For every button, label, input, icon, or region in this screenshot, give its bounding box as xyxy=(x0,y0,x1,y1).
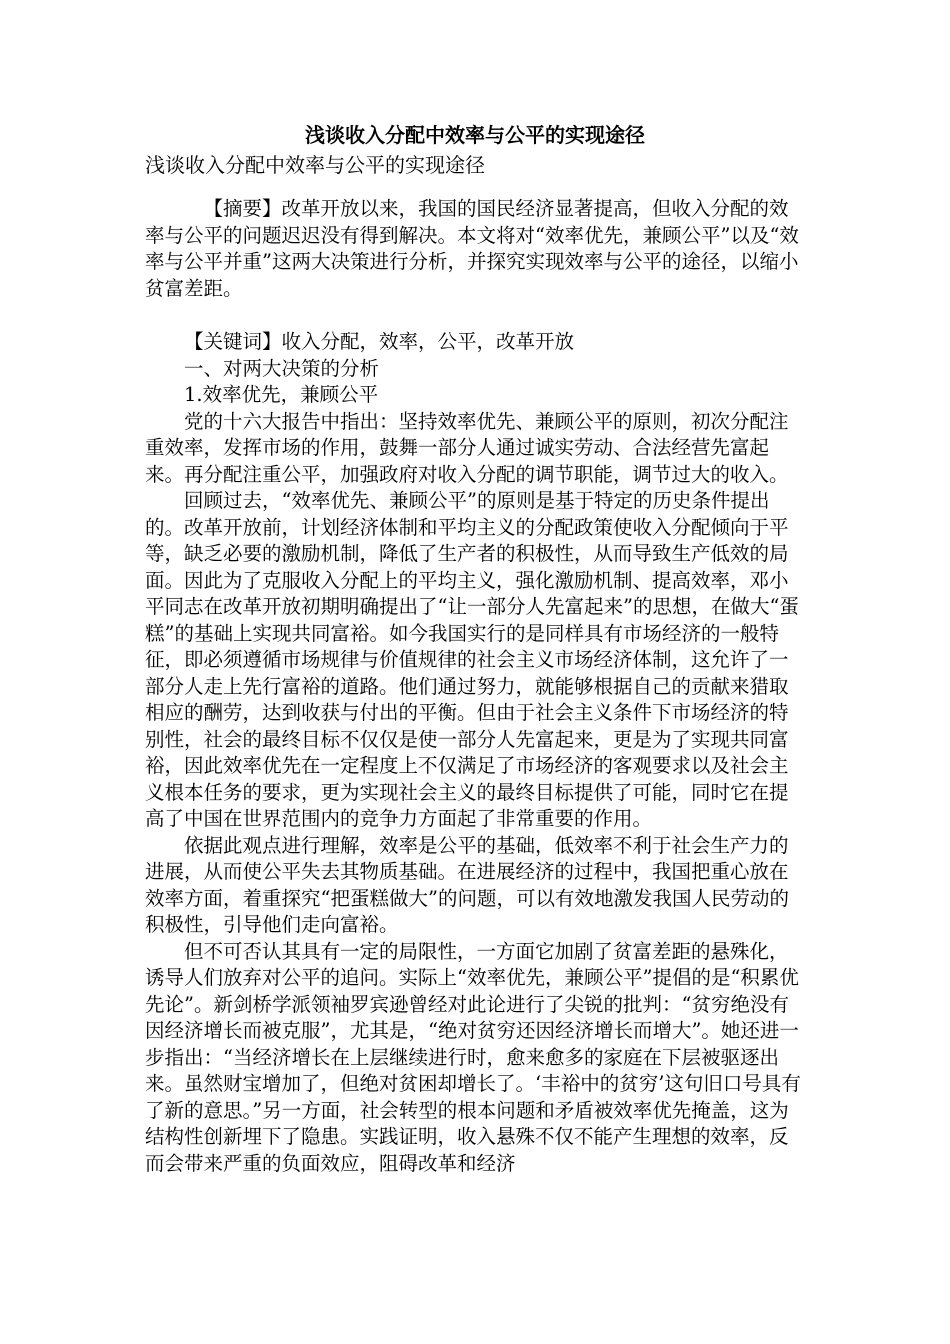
document-title: 浅谈收入分配中效率与公平的实现途径 xyxy=(305,123,645,147)
body-paragraph: 但不可否认其具有一定的局限性，一方面它加剧了贫富差距的悬殊化，诱导人们放弃对公平的追问。实际上“效率优先，兼顾公平”提倡的是“积累优先论”。新剑桥学派领袖罗宾逊曾经对此论进行了尖锐的批判：“贫穷绝没有因经济增长而被克服”，尤其是，“绝对贫穷还因经济增长而增大”。她还进一步指出：“当经济增长在上层继续进行时，愈来愈多的家庭在下层被驱逐出来。虽然财宝增加了，但绝对贫困却增长了。‘丰裕中的贫穷’这句旧口号具有了新的意思。”另一方面，社会转型的根本问题和矛盾被效率优先掩盖，这为结构性创新埋下了隐患。实践证明，收入悬殊不仅不能产生理想的效率，反而会带来严重的负面效应，阻碍改革和经济 xyxy=(145,939,801,1175)
body-paragraph: 党的十六大报告中指出：坚持效率优先、兼顾公平的原则，初次分配注重效率，发挥市场的作用，鼓舞一部分人通过诚实劳动、合法经营先富起来。再分配注重公平，加强政府对收入分配的调节职能，调节过大的收入。 xyxy=(145,409,789,486)
section-heading: 一、对两大决策的分析 xyxy=(184,356,380,380)
body-paragraph: 回顾过去，“效率优先、兼顾公平”的原则是基于特定的历史条件提出的。改革开放前，计划经济体制和平均主义的分配政策使收入分配倾向于平等，缺乏必要的激励机制，降低了生产者的积极性，从而导致生产低效的局面。因此为了克服收入分配上的平均主义，强化激励机制、提高效率，邓小平同志在改革开放初期明确提出了“让一部分人先富起来”的思想，在做大“蛋糕”的基础上实现共同富裕。如今我国实行的是同样具有市场经济的一般特征，即必须遵循市场规律与价值规律的社会主义市场经济体制，这允许了一部分人走上先行富裕的道路。他们通过努力，就能够根据自己的贡献来猎取相应的酬劳，达到收获与付出的平衡。但由于社会主义条件下市场经济的特别性，社会的最终目标不仅仅是使一部分人先富起来，更是为了实现共同富裕，因此效率优先在一定程度上不仅满足了市场经济的客观要求以及社会主义根本任务的要求，更为实现社会主义的最终目标提供了可能，同时它在提高了中国在世界范围内的竞争力方面起了非常重要的作用。 xyxy=(145,489,799,830)
keywords-line: 【关键词】收入分配，效率，公平，改革开放 xyxy=(184,330,575,353)
document-body xyxy=(145,196,805,1177)
document-subtitle: 浅谈收入分配中效率与公平的实现途径 xyxy=(145,153,485,177)
subsection-heading: 1.效率优先，兼顾公平 xyxy=(184,383,379,406)
abstract-paragraph: 【摘要】改革开放以来，我国的国民经济显著提高，但收入分配的效率与公平的问题迟迟没有得到解决。本文将对“效率优先，兼顾公平”以及“效率与公平并重”这两大决策进行分析，并探究实现效率与公平的途径，以缩小贫富差距。 xyxy=(145,197,799,300)
body-paragraph: 依据此观点进行理解，效率是公平的基础，低效率不利于社会生产力的进展，从而使公平失去其物质基础。在进展经济的过程中，我国把重心放在效率方面，着重探究“把蛋糕做大”的问题，可以有效地激发我国人民劳动的积极性，引导他们走向富裕。 xyxy=(145,833,789,936)
